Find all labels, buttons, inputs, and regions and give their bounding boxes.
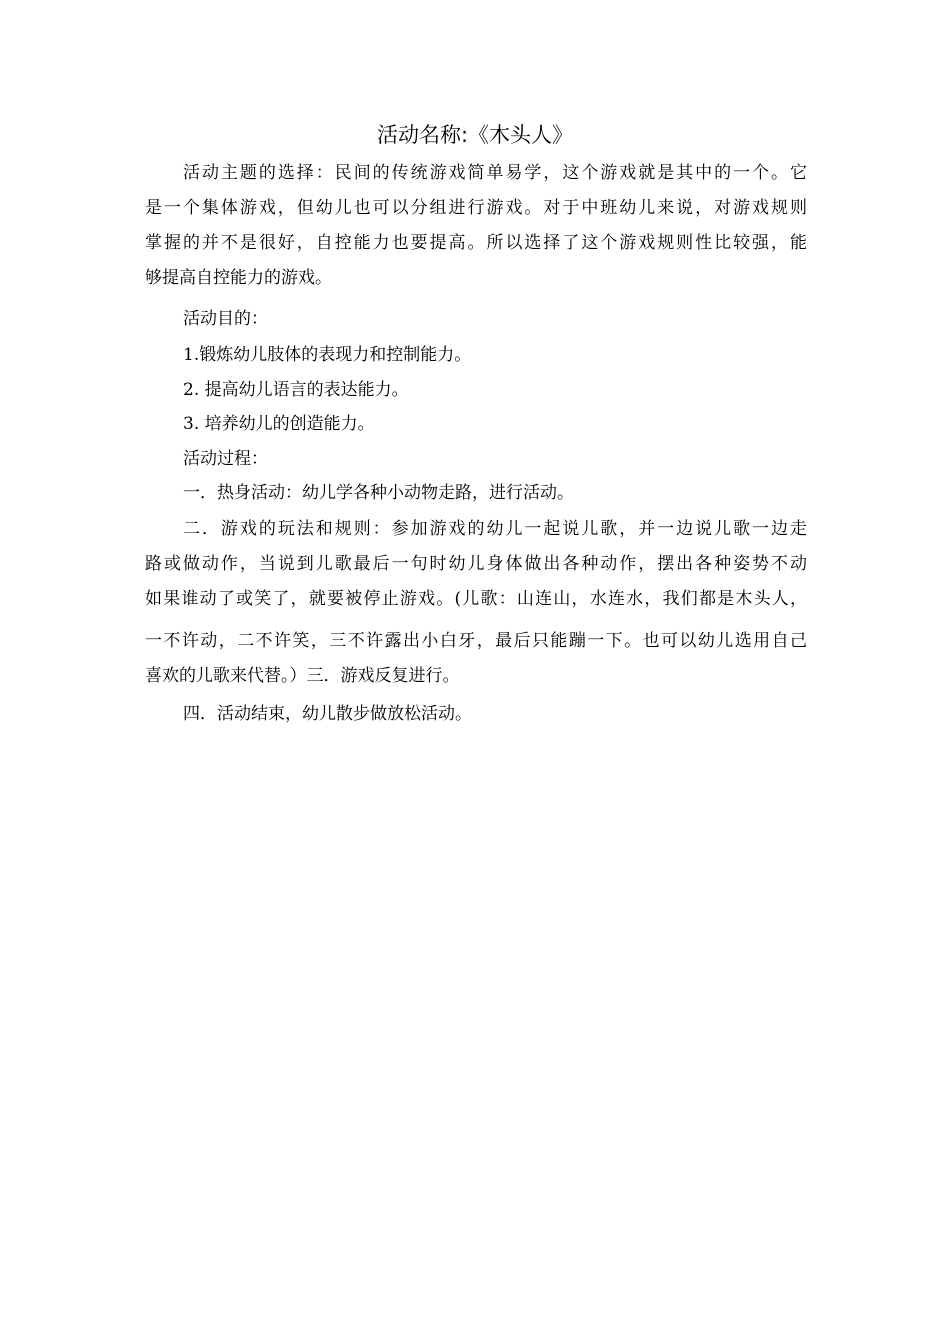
goal-item-2: 2. 提高幼儿语言的表达能力。 (183, 380, 409, 400)
process-step-2-line-5: 喜欢的儿歌来代替。）三．游戏反复进行。 (145, 666, 460, 686)
intro-line-1: 活动主题的选择：民间的传统游戏简单易学，这个游戏就是其中的一个。它 (183, 163, 807, 183)
goal-item-3: 3. 培养幼儿的创造能力。 (183, 414, 375, 434)
goals-heading: 活动目的： (183, 309, 268, 329)
goal-item-1: 1.锻炼幼儿肢体的表现力和控制能力。 (183, 345, 472, 365)
process-step-1: 一．热身活动：幼儿学各种小动物走路，进行活动。 (183, 483, 574, 503)
process-heading: 活动过程： (183, 449, 268, 469)
document-title: 活动名称:《木头人》 (376, 123, 574, 147)
process-step-2-line-1: 二．游戏的玩法和规则：参加游戏的幼儿一起说儿歌，并一边说儿歌一边走 (183, 519, 807, 539)
process-step-2-line-3: 如果谁动了或笑了，就要被停止游戏。(儿歌：山连山，水连水，我们都是木头人， (145, 589, 807, 609)
intro-line-2: 是一个集体游戏，但幼儿也可以分组进行游戏。对于中班幼儿来说，对游戏规则 (145, 198, 807, 218)
process-step-2-line-4: 一不许动，二不许笑，三不许露出小白牙，最后只能蹦一下。也可以幼儿选用自己 (145, 631, 807, 651)
process-step-4: 四．活动结束，幼儿散步做放松活动。 (183, 704, 472, 724)
intro-line-4: 够提高自控能力的游戏。 (145, 268, 332, 288)
intro-line-3: 掌握的并不是很好，自控能力也要提高。所以选择了这个游戏规则性比较强，能 (145, 233, 807, 253)
process-step-2-line-2: 路或做动作，当说到儿歌最后一句时幼儿身体做出各种动作，摆出各种姿势不动 (145, 554, 807, 574)
